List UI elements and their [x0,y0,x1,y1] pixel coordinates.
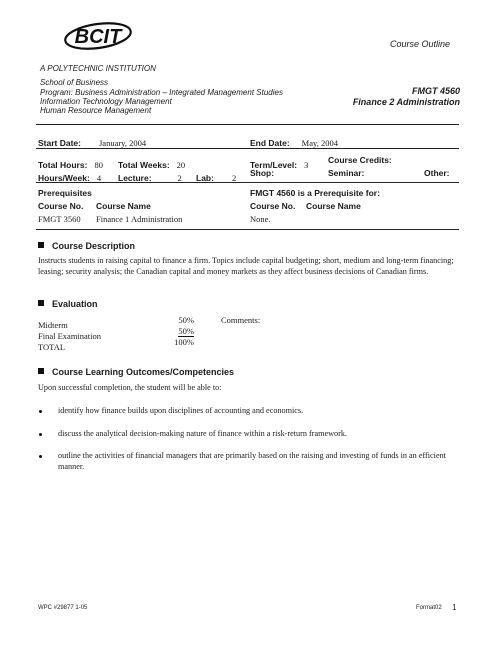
evaluation-table [38,315,198,352]
evaluation-row [38,315,198,330]
seminar-label: Seminar: [328,168,365,178]
outcome-text: discuss the analytical decision-making nature of finance within a risk-return framework. [58,429,347,438]
prereq-for-col-no: Course No. [250,201,296,211]
course-credits-label: Course Credits: [328,155,392,165]
description-divider [36,229,459,230]
start-date-value: January, 2004 [98,138,147,148]
total-weeks-value: 20 [176,160,186,170]
top-divider [36,124,459,125]
info-divider [36,148,459,149]
svg-text:BCIT: BCIT [74,26,122,48]
outcomes-title: Course Learning Outcomes/Competencies [52,367,235,377]
evaluation-comments-label: Comments: [221,315,261,325]
evaluation-item: TOTAL [38,342,66,352]
page-number: 1 [452,603,457,612]
hours-per-week [38,168,101,186]
bcit-logo [62,18,134,54]
lecture-hours [118,168,182,186]
bullet-icon [39,433,42,436]
course-title: Finance 2 Administration [352,97,460,107]
evaluation-percent: 50% [178,315,194,325]
lab-value: 2 [231,173,237,183]
description-heading [38,241,135,251]
description-text: Instructs students in raising capital to finance a firm. Topics include capital budgeting; short, medium and long-term financing; leasing; security analysis; the Canadian capital and money markets as they affect business decisions of Canadian firms. [38,256,454,276]
prereq-for-title: FMGT 4560 is a Prerequisite for: [250,188,380,198]
other-label: Other: [424,168,450,178]
course-code: FMGT 4560 [411,86,460,96]
document-type: Course Outline [390,39,451,49]
total-hours-label: Total Hours: [38,160,88,170]
end-date-value: May, 2004 [301,138,338,148]
evaluation-item: Midterm [38,320,68,330]
shop-label: Shop: [250,168,275,178]
prereq-col-name: Course Name [96,201,151,211]
total-weeks-label: Total Weeks: [118,160,170,170]
prereq-title: Prerequisites [38,188,92,198]
outcome-item [38,451,458,472]
evaluation-row [38,337,198,352]
prereq-divider [36,182,459,183]
outcome-text: identify how finance builds upon disciplines of accounting and economics. [58,406,304,415]
option-name: Information Technology Management [40,97,172,106]
evaluation-heading [38,299,98,309]
prereq-row-no: FMGT 3560 [38,214,81,224]
term-level-value: 3 [304,160,309,170]
term-level-label: Term/Level: [250,160,298,170]
lab-label: Lab: [196,173,214,183]
school-name: School of Business [40,78,109,87]
total-hours-value: 80 [94,160,103,170]
lecture-label: Lecture: [118,173,152,183]
end-date-label: End Date: [250,138,290,148]
evaluation-row [38,326,198,341]
program-name: Program: Business Administration – Integrated Management Studies [40,88,283,97]
evaluation-title: Evaluation [52,299,98,309]
bullet-icon [39,455,42,458]
outcome-item [38,429,458,440]
bullet-icon [39,410,42,413]
outcome-text: outline the activities of financial managers that are primarily based on the raising and investing of funds in an efficient manner. [58,451,446,471]
footer-format: Format02 [416,605,442,611]
section-bullet-icon [38,300,44,306]
footer-doc-id: WPC #29877 1-05 [38,605,88,611]
evaluation-percent: 100% [174,337,194,347]
evaluation-percent: 50% [178,326,194,336]
lecture-value: 2 [177,173,182,183]
logo-swoosh-icon [62,18,134,54]
prereq-for-col-name: Course Name [306,201,361,211]
prereq-col-no: Course No. [38,201,84,211]
section-bullet-icon [38,368,44,374]
outcomes-heading [38,367,234,377]
start-date-label: Start Date: [38,138,81,148]
section-bullet-icon [38,242,44,248]
hours-week-value: 4 [96,173,102,183]
outcomes-intro: Upon successful completion, the student will be able to: [38,383,222,392]
lab-hours [196,168,236,186]
description-title: Course Description [52,241,136,251]
outcome-item [38,406,458,417]
prereq-row-name: Finance 1 Administration [96,214,183,224]
prereq-for-row: None. [250,214,271,224]
evaluation-item: Final Examination [38,331,102,341]
hours-week-label: Hours/Week: [38,173,90,183]
tagline: A POLYTECHNIC INSTITUTION [40,64,156,73]
option-name-2: Human Resource Management [40,106,152,115]
